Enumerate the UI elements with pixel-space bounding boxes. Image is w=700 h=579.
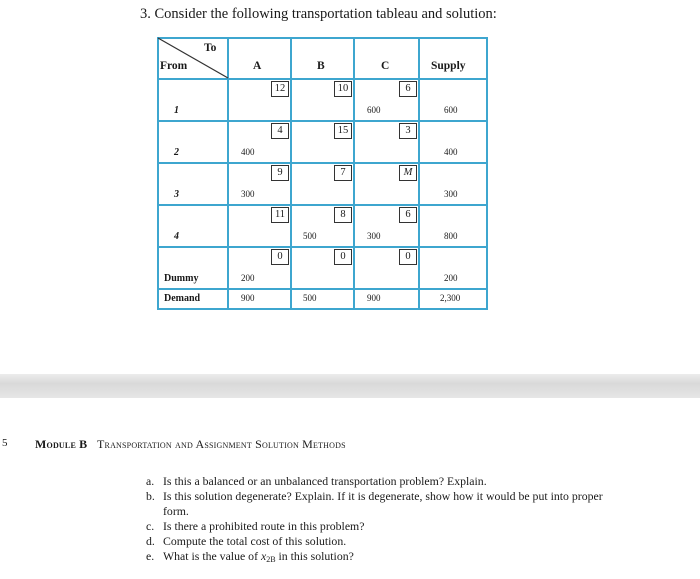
total-value: 2,300 <box>440 293 461 303</box>
list-item <box>146 534 626 549</box>
supply-header: Supply <box>431 60 466 72</box>
grid-line <box>157 288 488 290</box>
demand-label: Demand <box>164 293 201 304</box>
cost-cell: 6 <box>399 207 417 223</box>
module-heading <box>35 437 346 452</box>
module-label: Module B <box>35 437 88 451</box>
list-item <box>146 489 626 519</box>
cost-cell: 9 <box>271 165 289 181</box>
supply-value: 400 <box>444 147 458 157</box>
corner-to-label: To <box>204 42 217 54</box>
item-text-after: in this solution? <box>275 549 354 563</box>
item-text: Compute the total cost of this solution. <box>163 534 347 548</box>
item-letter: b. <box>146 489 155 503</box>
row-label-2: 2 <box>174 147 179 158</box>
allocation-value: 300 <box>241 189 255 199</box>
item-letter: c. <box>146 519 155 533</box>
supply-value: 200 <box>444 273 458 283</box>
row-label-4: 4 <box>174 231 179 242</box>
grid-line <box>157 246 488 248</box>
item-text-before: What is the value of <box>163 549 261 563</box>
grid-line <box>290 37 292 310</box>
item-letter: e. <box>146 549 155 563</box>
column-header-b: B <box>317 60 325 72</box>
grid-line <box>157 308 488 310</box>
allocation-value: 500 <box>303 231 317 241</box>
list-item <box>146 549 626 567</box>
variable: x <box>260 549 267 563</box>
cost-cell: 3 <box>399 123 417 139</box>
corner-diagonal <box>157 37 229 79</box>
item-text: Is this solution degenerate? Explain. If it is degenerate, show how it would be put into proper form. <box>163 489 603 518</box>
cost-cell: 0 <box>334 249 352 265</box>
corner-from-label: From <box>160 60 188 72</box>
row-label-dummy: Dummy <box>164 273 199 284</box>
column-header-a: A <box>253 60 262 72</box>
cost-cell: 0 <box>399 249 417 265</box>
cost-cell: 12 <box>271 81 289 97</box>
cost-cell: 0 <box>271 249 289 265</box>
row-label-3: 3 <box>174 189 179 200</box>
cost-cell: 8 <box>334 207 352 223</box>
grid-line <box>157 120 488 122</box>
supply-value: 600 <box>444 105 458 115</box>
item-text: Is this a balanced or an unbalanced transportation problem? Explain. <box>163 474 487 488</box>
supply-value: 800 <box>444 231 458 241</box>
cost-cell: 15 <box>334 123 352 139</box>
item-text <box>163 549 626 567</box>
demand-value: 900 <box>367 293 381 303</box>
question-list <box>146 474 626 567</box>
grid-line <box>486 37 488 310</box>
allocation-value: 600 <box>367 105 381 115</box>
module-title: Transportation and Assignment Solution Methods <box>97 437 346 451</box>
grid-line <box>157 204 488 206</box>
question-number: 3. <box>140 6 151 22</box>
grid-line <box>353 37 355 310</box>
item-text: Is there a prohibited route in this problem? <box>163 519 365 533</box>
cost-cell: 7 <box>334 165 352 181</box>
allocation-value: 400 <box>241 147 255 157</box>
allocation-value: 300 <box>367 231 381 241</box>
cost-cell: 4 <box>271 123 289 139</box>
column-header-c: C <box>381 60 390 72</box>
list-item <box>146 519 626 534</box>
variable-subscript: 2B <box>266 555 276 564</box>
question-title <box>140 6 497 23</box>
grid-line <box>157 162 488 164</box>
item-letter: a. <box>146 474 155 488</box>
question-text: Consider the following transportation tableau and solution: <box>154 6 497 22</box>
cost-cell: 6 <box>399 81 417 97</box>
page-number: 5 <box>2 437 8 449</box>
supply-value: 300 <box>444 189 458 199</box>
page-separator <box>0 374 700 398</box>
grid-line <box>418 37 420 310</box>
cost-cell: 11 <box>271 207 289 223</box>
list-item <box>146 474 626 489</box>
allocation-value: 200 <box>241 273 255 283</box>
item-letter: d. <box>146 534 155 548</box>
cost-cell: M <box>399 165 417 181</box>
row-label-1: 1 <box>174 105 179 116</box>
demand-value: 500 <box>303 293 317 303</box>
cost-cell: 10 <box>334 81 352 97</box>
transportation-tableau <box>157 37 488 310</box>
demand-value: 900 <box>241 293 255 303</box>
